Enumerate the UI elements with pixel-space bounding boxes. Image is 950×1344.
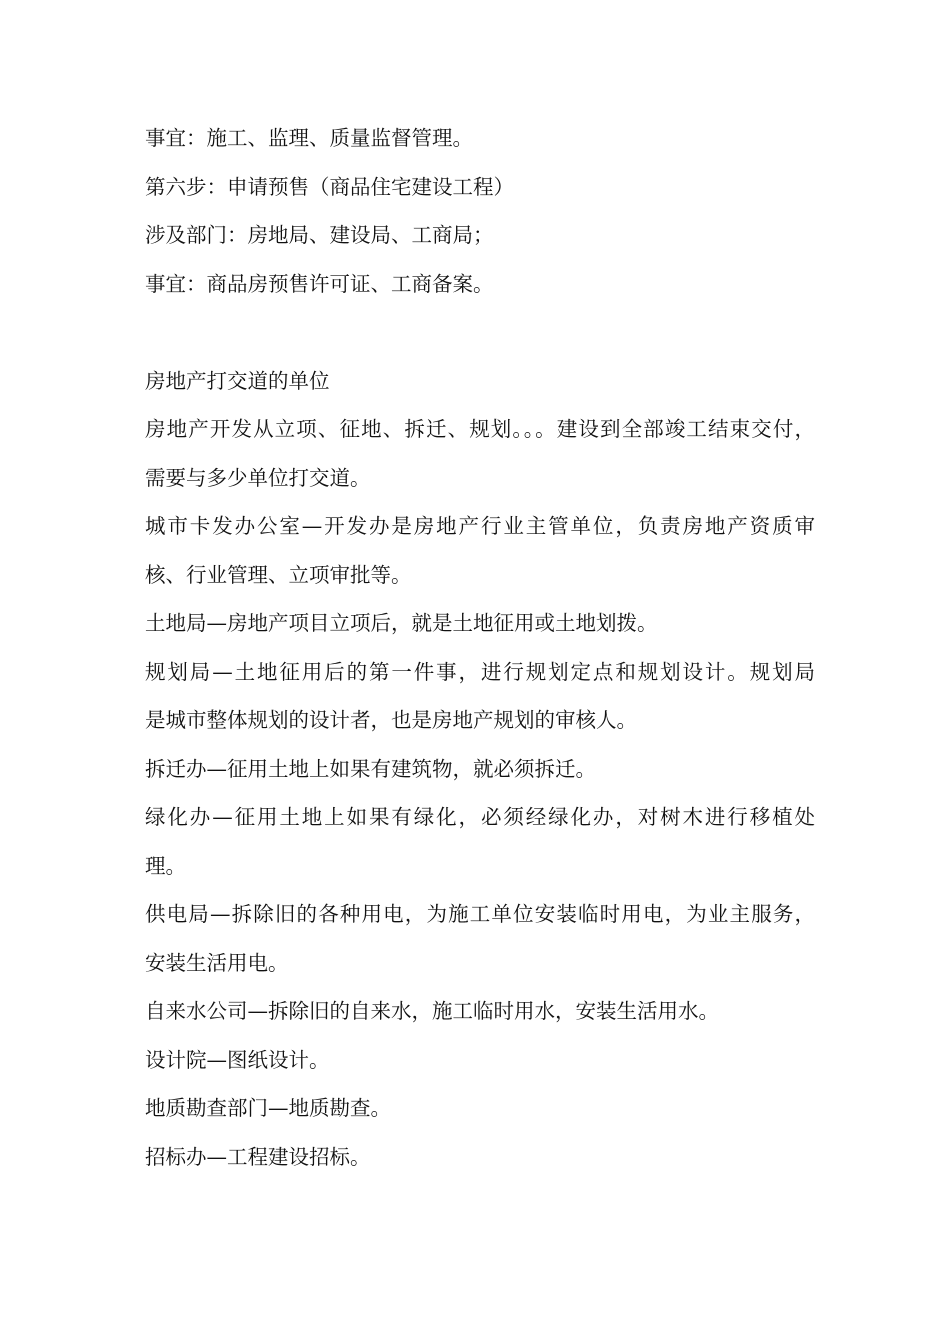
paragraph-power-bureau-line-2: 安装生活用电。 (145, 950, 289, 975)
paragraph-geological-survey: 地质勘查部门—地质勘查。 (145, 1096, 391, 1120)
paragraph-water-company: 自来水公司—拆除旧的自来水，施工临时用水，安装生活用水。 (145, 999, 719, 1023)
paragraph-development-office-line-2: 核、行业管理、立项审批等。 (145, 562, 412, 587)
paragraph-greening-office-line-2: 理。 (145, 853, 186, 878)
paragraph-planning-bureau-line-1: 规划局—土地征用后的第一件事，进行规划定点和规划设计。规划局 (145, 659, 815, 684)
text-line-step-six: 第六步：申请预售（商品住宅建设工程） (145, 174, 514, 199)
paragraph-land-bureau: 土地局—房地产项目立项后，就是土地征用或土地划拨。 (145, 611, 658, 635)
paragraph-design-institute: 设计院—图纸设计。 (145, 1047, 330, 1072)
paragraph-power-bureau-line-1: 供电局—拆除旧的各种用电，为施工单位安装临时用电，为业主服务， (145, 902, 815, 926)
document-body (145, 114, 815, 1181)
paragraph-demolition-office: 拆迁办—征用土地上如果有建筑物，就必须拆迁。 (145, 756, 596, 781)
paragraph-greening-office-line-1: 绿化办—征用土地上如果有绿化，必须经绿化办，对树木进行移植处 (145, 805, 815, 829)
text-line-matters-presale: 事宜：商品房预售许可证、工商备案。 (145, 271, 494, 296)
paragraph-intro-line-2: 需要与多少单位打交道。 (145, 465, 371, 490)
text-line-matters-construction: 事宜：施工、监理、质量监督管理。 (145, 126, 473, 150)
text-line-departments: 涉及部门：房地局、建设局、工商局； (145, 223, 494, 247)
paragraph-tender-office: 招标办—工程建设招标。 (145, 1144, 371, 1169)
paragraph-planning-bureau-line-2: 是城市整体规划的设计者，也是房地产规划的审核人。 (145, 708, 637, 732)
paragraph-intro-line-1: 房地产开发从立项、征地、拆迁、规划。。。建设到全部竣工结束交付， (145, 417, 815, 441)
blank-line (145, 308, 815, 357)
paragraph-development-office-line-1: 城市卡发办公室—开发办是房地产行业主管单位，负责房地产资质审 (145, 514, 815, 538)
section-heading: 房地产打交道的单位 (145, 368, 330, 393)
